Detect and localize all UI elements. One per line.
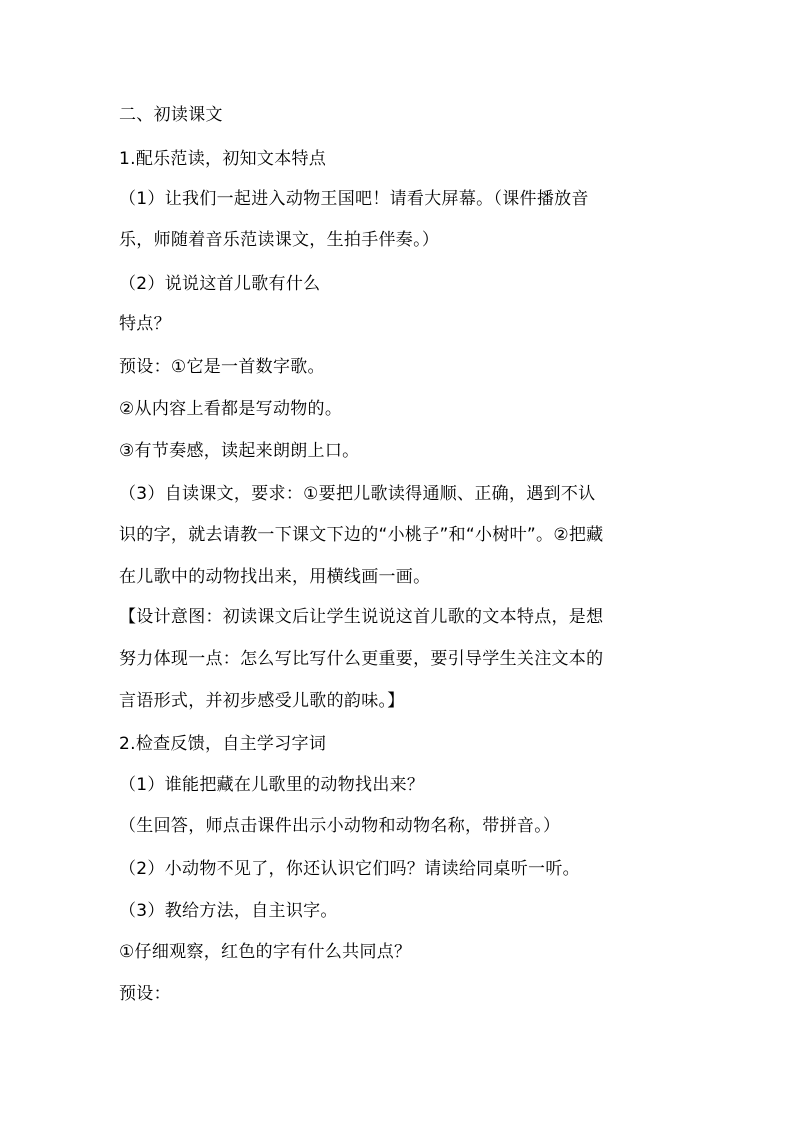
- paragraph-line: ③有节奏感，读起来朗朗上口。: [119, 441, 360, 461]
- paragraph-line: （2）小动物不见了，你还认识它们吗？请读给同桌听一听。: [119, 859, 580, 879]
- paragraph-line: （生回答，师点击课件出示小动物和动物名称，带拼音。）: [119, 816, 561, 836]
- paragraph-line: （3）自读课文，要求：①要把儿歌读得通顺、正确，遇到不认: [119, 484, 596, 504]
- paragraph-line: ①仔细观察，红色的字有什么共同点？: [119, 942, 412, 962]
- section-heading: 二、初读课文: [119, 105, 223, 125]
- paragraph-line: （2）说说这首儿歌有什么: [119, 274, 321, 294]
- paragraph-line: （3）教给方法，自主识字。: [119, 901, 338, 921]
- design-note-line: 努力体现一点：怎么写比写什么更重要，要引导学生关注文本的: [119, 649, 604, 669]
- paragraph-line: （1）谁能把藏在儿歌里的动物找出来？: [119, 775, 425, 795]
- subsection-heading: 1.配乐范读，初知文本特点: [119, 149, 327, 169]
- design-note-line: 言语形式，并初步感受儿歌的韵味。】: [119, 691, 405, 711]
- paragraph-line: （1）让我们一起进入动物王国吧！请看大屏幕。（课件播放音: [119, 189, 589, 209]
- paragraph-line: ②从内容上看都是写动物的。: [119, 399, 343, 419]
- paragraph-line: 乐，师随着音乐范读课文，生拍手伴奏。）: [119, 230, 440, 250]
- paragraph-line: 识的字，就去请教一下课文下边的“小桃子”和“小树叶”。②把藏: [119, 525, 604, 545]
- paragraph-line: 特点？: [119, 314, 171, 334]
- paragraph-line: 预设：: [119, 984, 171, 1004]
- paragraph-line: 预设：①它是一首数字歌。: [119, 357, 325, 377]
- subsection-heading: 2.检查反馈，自主学习字词: [119, 734, 327, 754]
- design-note-line: 【设计意图：初读课文后让学生说说这首儿歌的文本特点，是想: [119, 607, 604, 627]
- paragraph-line: 在儿歌中的动物找出来，用横线画一画。: [119, 567, 431, 587]
